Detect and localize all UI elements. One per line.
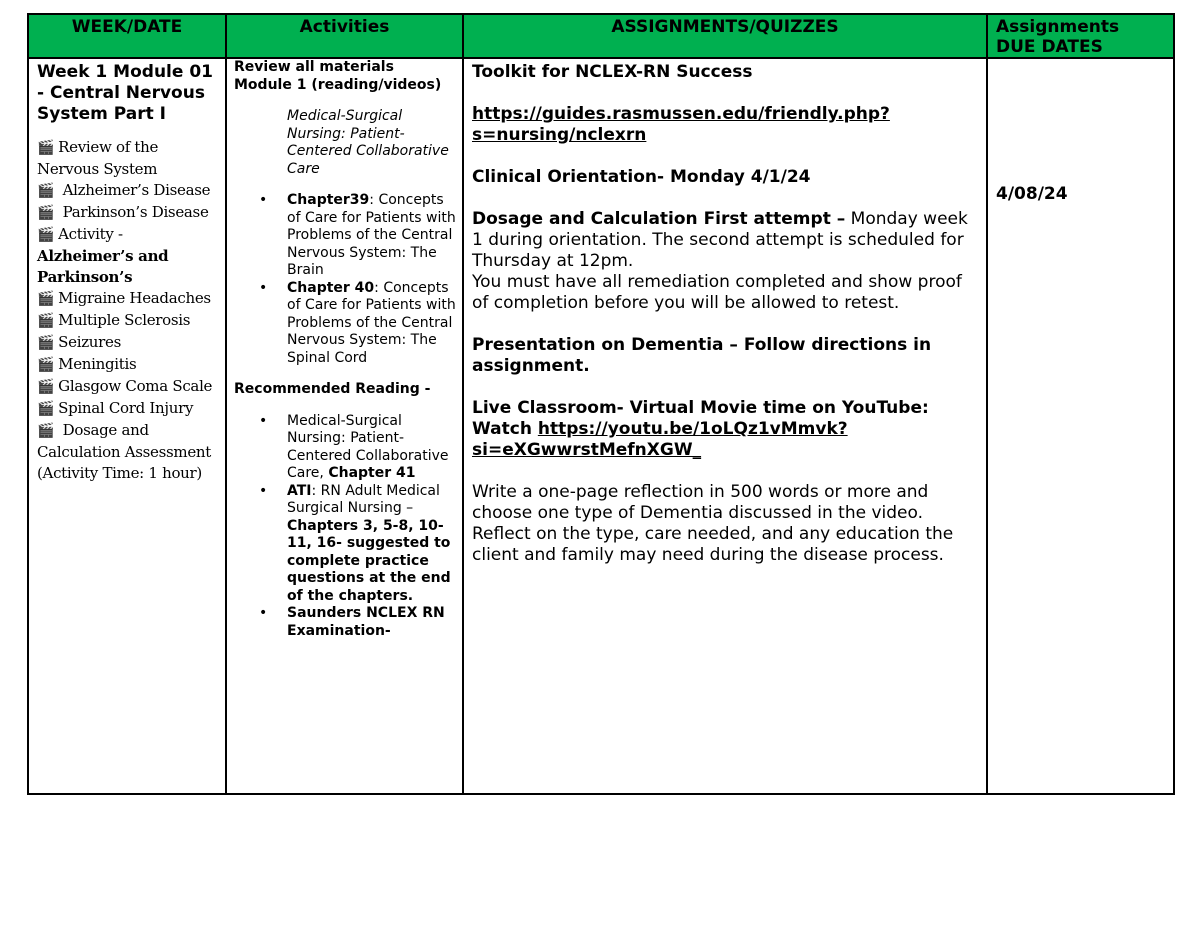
clapper-icon: 🎬 [37, 183, 55, 199]
recommended-reading-heading: Recommended Reading - [234, 381, 431, 397]
topic-item: 🎬 Spinal Cord Injury [37, 399, 194, 417]
clapper-icon: 🎬 [37, 335, 55, 351]
topic-item: 🎬 Dosage and Calculation Assessment (Activity Time: 1 hour) [37, 421, 211, 482]
topic-item: 🎬 Parkinson’s Disease [37, 203, 209, 221]
recommended-list [234, 413, 456, 641]
topic-item: 🎬 Activity - [37, 225, 123, 243]
textbook-title: Medical-Surgical Nursing: Patient-Centered Collaborative Care [287, 108, 449, 177]
clapper-icon: 🎬 [37, 357, 55, 373]
clapper-icon: 🎬 [37, 423, 55, 439]
clapper-icon: 🎬 [37, 291, 55, 307]
topic-item: 🎬 Multiple Sclerosis [37, 311, 191, 329]
header-assignments-quizzes: ASSIGNMENTS/QUIZZES [463, 14, 987, 58]
topic-item: 🎬 Migraine Headaches [37, 289, 211, 307]
presentation-text: Presentation on Dementia – Follow directions in assignment. [472, 335, 932, 376]
dosage-title: Dosage and Calculation First attempt – [472, 209, 846, 229]
reflection-text: Write a one-page reflection in 500 words or more and choose one type of Dementia discussed in the video. Reflect on the type, care needed, and any education the client and family may need during the disease process. [472, 482, 954, 565]
activities-heading: Review all materials Module 1 (reading/videos) [234, 59, 442, 93]
due-date: 4/08/24 [996, 184, 1068, 204]
topic-item: 🎬 Alzheimer’s Disease [37, 181, 211, 199]
topic-item: Alzheimer’s and Parkinson’s [37, 247, 169, 286]
live-classroom-title: Live Classroom- Virtual Movie time on YouTube: [472, 398, 929, 418]
topic-item: 🎬 Seizures [37, 333, 121, 351]
clapper-icon: 🎬 [37, 205, 55, 221]
header-due-dates: Assignments DUE DATES [987, 14, 1174, 58]
schedule-table [27, 13, 1175, 795]
header-row [28, 14, 1174, 58]
topic-item: 🎬 Meningitis [37, 355, 137, 373]
toolkit-link[interactable]: https://guides.rasmussen.edu/friendly.php?s=nursing/nclexrn [472, 104, 890, 145]
list-item: • Medical-Surgical Nursing: Patient-Centered Collaborative Care, Chapter 41 [287, 413, 456, 483]
week-cell [28, 58, 226, 794]
youtube-link[interactable]: https://youtu.be/1oLQz1vMmvk?si=eXGwwrstMefnXGW_ [472, 419, 848, 460]
week-1-row [28, 58, 1174, 794]
toolkit-title: Toolkit for NCLEX-RN Success [472, 62, 753, 82]
header-activities: Activities [226, 14, 463, 58]
chapter-list [234, 192, 456, 367]
clapper-icon: 🎬 [37, 140, 55, 156]
week-title: Week 1 Module 01 - Central Nervous System Part I [37, 62, 213, 124]
watch-label: Watch [472, 419, 538, 439]
clapper-icon: 🎬 [37, 227, 55, 243]
list-item: • ATI: RN Adult Medical Surgical Nursing – Chapters 3, 5-8, 10-11, 16- suggested to complete practice questions at the end of the chapters. [287, 483, 456, 606]
assignments-cell [463, 58, 987, 794]
header-week-date: WEEK/DATE [28, 14, 226, 58]
list-item: • Chapter39: Concepts of Care for Patients with Problems of the Central Nervous System: The Brain [287, 192, 456, 280]
clinical-orientation: Clinical Orientation- Monday 4/1/24 [472, 167, 811, 187]
clapper-icon: 🎬 [37, 313, 55, 329]
topic-list [29, 125, 225, 484]
activities-cell [226, 58, 463, 794]
dosage-text: Monday week 1 during orientation. The second attempt is scheduled for Thursday at 12pm. [472, 209, 968, 271]
due-dates-cell [987, 58, 1174, 794]
clapper-icon: 🎬 [37, 379, 55, 395]
list-item: • Saunders NCLEX RN Examination- [287, 605, 456, 640]
topic-item: 🎬 Review of the Nervous System [37, 138, 159, 178]
topic-item: 🎬 Glasgow Coma Scale [37, 377, 213, 395]
list-item: • Chapter 40: Concepts of Care for Patients with Problems of the Central Nervous System: The Spinal Cord [287, 280, 456, 368]
clapper-icon: 🎬 [37, 401, 55, 417]
remediation-text: You must have all remediation completed and show proof of completion before you will be allowed to retest. [472, 272, 962, 313]
